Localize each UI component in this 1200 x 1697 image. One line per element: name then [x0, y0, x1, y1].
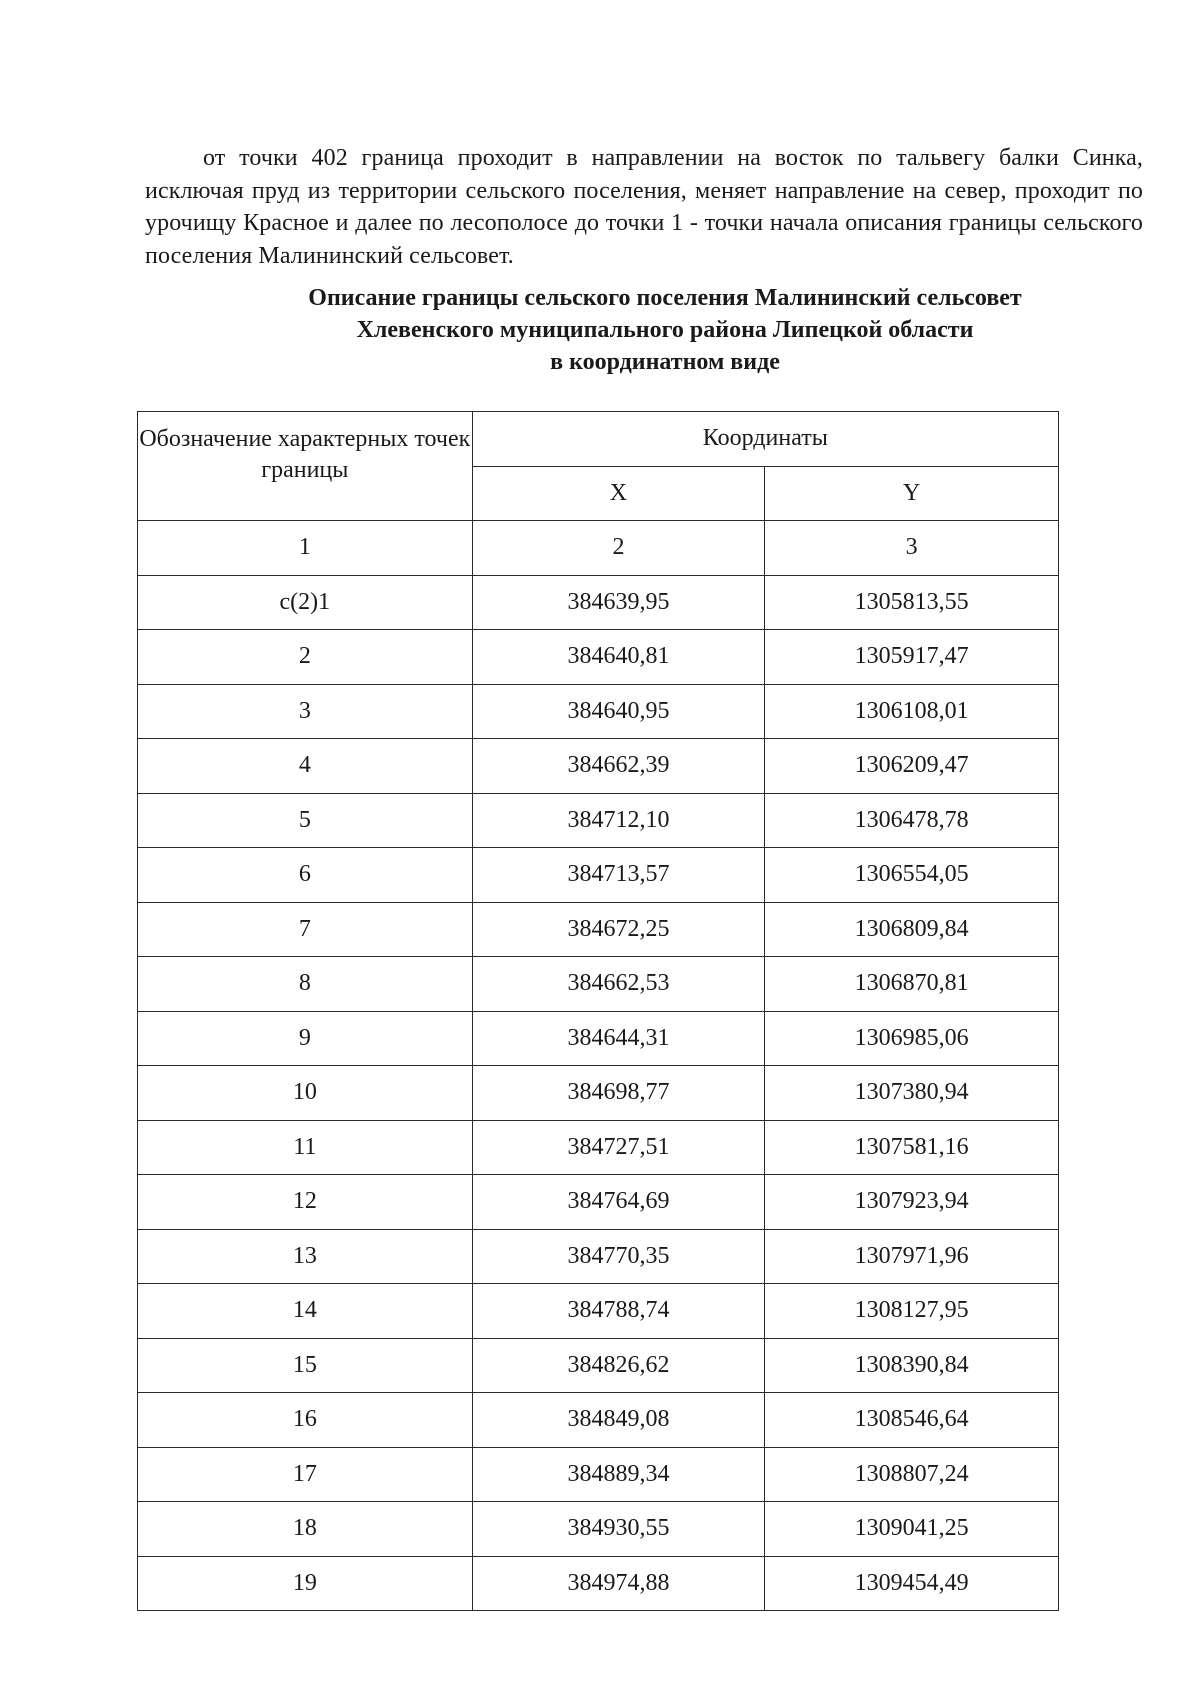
y-coordinate-cell: 1305917,47 [765, 630, 1059, 685]
title-line-2: Хлевенского муниципального района Липецкой области [356, 317, 974, 343]
table-row [138, 1447, 1059, 1502]
point-cell: 6 [138, 848, 473, 903]
y-coordinate-cell: 1308390,84 [765, 1338, 1059, 1393]
point-cell: 18 [138, 1502, 473, 1557]
column-number-row [138, 521, 1059, 576]
x-coordinate-cell: 384889,34 [472, 1447, 765, 1502]
x-coordinate-cell: 384662,53 [472, 957, 765, 1012]
y-coordinate-cell: 1308127,95 [765, 1284, 1059, 1339]
point-cell: 8 [138, 957, 473, 1012]
x-coordinate-cell: 384639,95 [472, 575, 765, 630]
table-row [138, 630, 1059, 685]
header-points: Обозначение характерных точек границы [138, 412, 473, 521]
y-coordinate-cell: 1306985,06 [765, 1011, 1059, 1066]
table-row [138, 1502, 1059, 1557]
table-row [138, 684, 1059, 739]
point-cell: 5 [138, 793, 473, 848]
x-coordinate-cell: 384826,62 [472, 1338, 765, 1393]
coordinates-table-body [138, 412, 1059, 1611]
y-coordinate-cell: 1309041,25 [765, 1502, 1059, 1557]
table-header-row [138, 412, 1059, 467]
document-title [145, 282, 1145, 378]
x-coordinate-cell: 384713,57 [472, 848, 765, 903]
y-coordinate-cell: 1306554,05 [765, 848, 1059, 903]
table-row [138, 1011, 1059, 1066]
y-coordinate-cell: 1306478,78 [765, 793, 1059, 848]
header-x: X [472, 466, 765, 521]
point-cell: 15 [138, 1338, 473, 1393]
header-y: Y [765, 466, 1059, 521]
point-cell: 11 [138, 1120, 473, 1175]
intro-paragraph: от точки 402 граница проходит в направлении на восток по тальвегу балки Синка, исключая пруд из территории сельского поселения, меняет направление на север, проходит по урочищу Красное и далее по лесополосе до точки 1 - точки начала описания границы сельского поселения Малининский сельсовет. [145, 145, 1143, 269]
x-coordinate-cell: 384640,81 [472, 630, 765, 685]
y-coordinate-cell: 1306809,84 [765, 902, 1059, 957]
column-number: 3 [765, 521, 1059, 576]
x-coordinate-cell: 384698,77 [472, 1066, 765, 1121]
y-coordinate-cell: 1306209,47 [765, 739, 1059, 794]
point-cell: 3 [138, 684, 473, 739]
x-coordinate-cell: 384770,35 [472, 1229, 765, 1284]
x-coordinate-cell: 384640,95 [472, 684, 765, 739]
table-row [138, 1338, 1059, 1393]
point-cell: 17 [138, 1447, 473, 1502]
x-coordinate-cell: 384644,31 [472, 1011, 765, 1066]
coordinates-table [137, 411, 1059, 1611]
table-row [138, 1120, 1059, 1175]
header-coordinates: Координаты [472, 412, 1058, 467]
y-coordinate-cell: 1306870,81 [765, 957, 1059, 1012]
y-coordinate-cell: 1307380,94 [765, 1066, 1059, 1121]
point-cell: 10 [138, 1066, 473, 1121]
table-row [138, 575, 1059, 630]
column-number: 2 [472, 521, 765, 576]
y-coordinate-cell: 1308807,24 [765, 1447, 1059, 1502]
table-row [138, 848, 1059, 903]
x-coordinate-cell: 384764,69 [472, 1175, 765, 1230]
point-cell: 4 [138, 739, 473, 794]
point-cell: 2 [138, 630, 473, 685]
table-row [138, 1284, 1059, 1339]
point-cell: 16 [138, 1393, 473, 1448]
point-cell: 9 [138, 1011, 473, 1066]
y-coordinate-cell: 1307971,96 [765, 1229, 1059, 1284]
y-coordinate-cell: 1308546,64 [765, 1393, 1059, 1448]
y-coordinate-cell: 1309454,49 [765, 1556, 1059, 1611]
x-coordinate-cell: 384788,74 [472, 1284, 765, 1339]
x-coordinate-cell: 384712,10 [472, 793, 765, 848]
table-row [138, 957, 1059, 1012]
table-row [138, 739, 1059, 794]
y-coordinate-cell: 1305813,55 [765, 575, 1059, 630]
x-coordinate-cell: 384672,25 [472, 902, 765, 957]
x-coordinate-cell: 384849,08 [472, 1393, 765, 1448]
x-coordinate-cell: 384974,88 [472, 1556, 765, 1611]
table-row [138, 1066, 1059, 1121]
title-line-1: Описание границы сельского поселения Малининский сельсовет [308, 285, 1022, 311]
point-cell: 19 [138, 1556, 473, 1611]
point-cell: 13 [138, 1229, 473, 1284]
title-line-3: в координатном виде [550, 349, 780, 375]
table-row [138, 1556, 1059, 1611]
table-row [138, 1229, 1059, 1284]
table-row [138, 902, 1059, 957]
y-coordinate-cell: 1307923,94 [765, 1175, 1059, 1230]
point-cell: 7 [138, 902, 473, 957]
y-coordinate-cell: 1306108,01 [765, 684, 1059, 739]
table-row [138, 1175, 1059, 1230]
table-row [138, 793, 1059, 848]
y-coordinate-cell: 1307581,16 [765, 1120, 1059, 1175]
column-number: 1 [138, 521, 473, 576]
table-row [138, 1393, 1059, 1448]
point-cell: 14 [138, 1284, 473, 1339]
point-cell: с(2)1 [138, 575, 473, 630]
point-cell: 12 [138, 1175, 473, 1230]
x-coordinate-cell: 384727,51 [472, 1120, 765, 1175]
x-coordinate-cell: 384930,55 [472, 1502, 765, 1557]
x-coordinate-cell: 384662,39 [472, 739, 765, 794]
